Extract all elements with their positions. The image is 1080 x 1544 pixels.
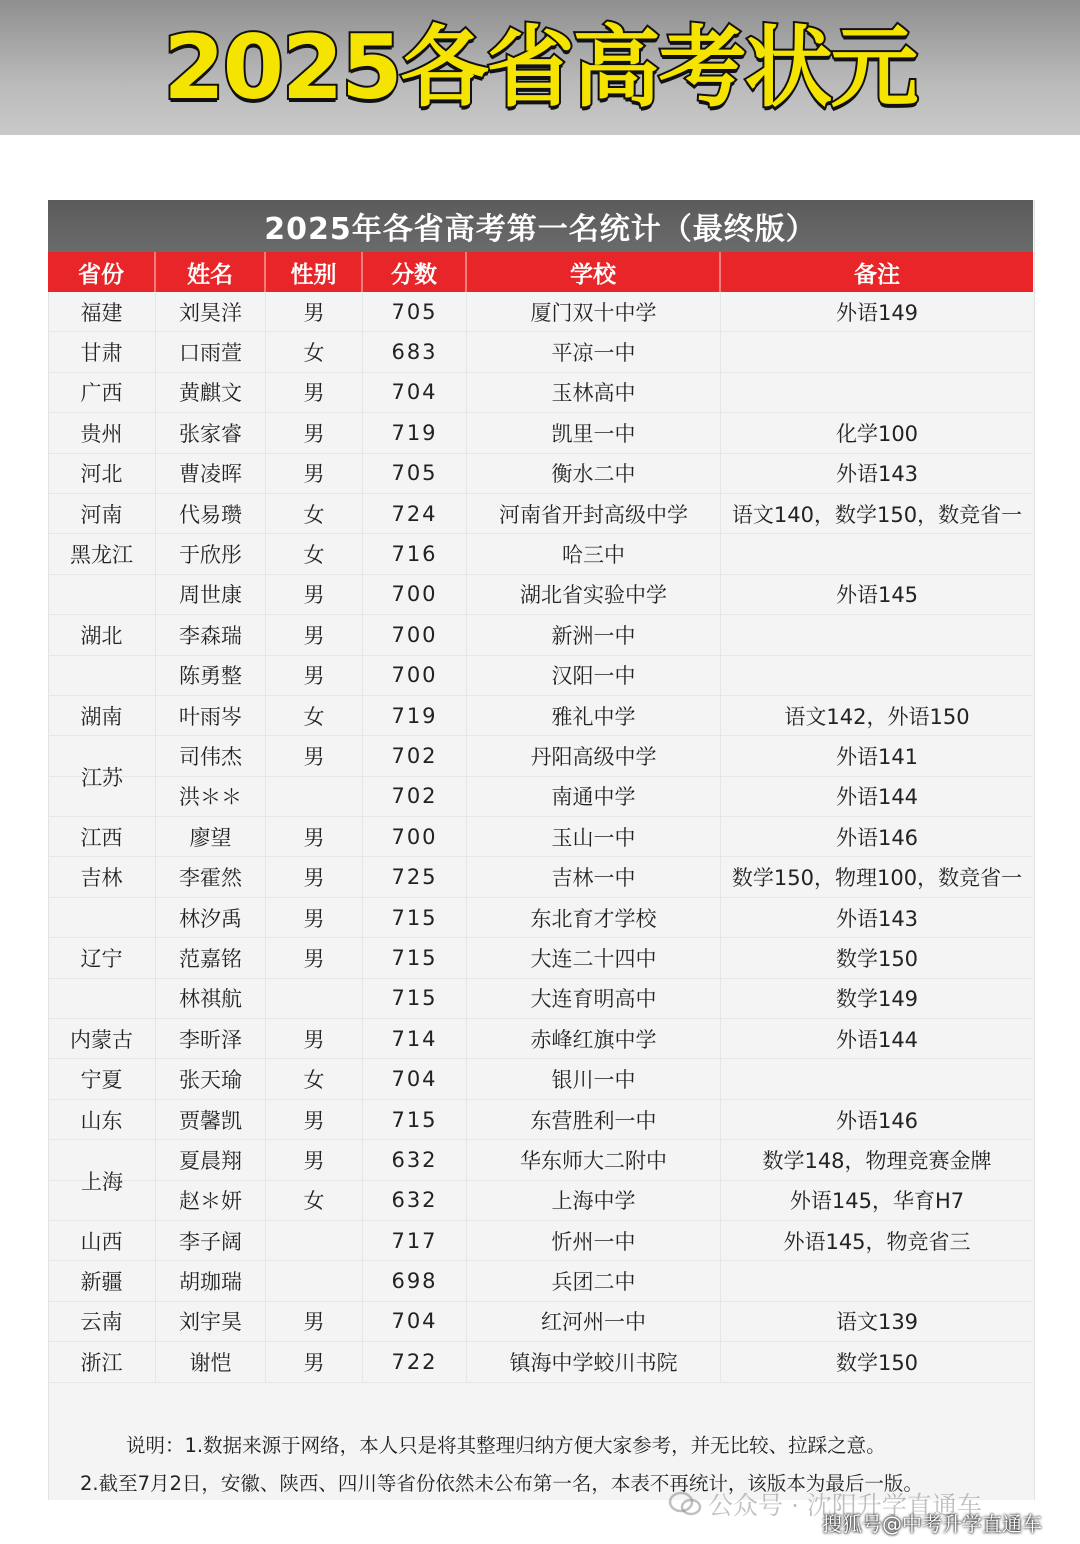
cell-school: 大连二十四中 (467, 938, 721, 977)
cell-school: 丹阳高级中学 (467, 736, 721, 775)
cell-name: 洪＊＊ (156, 777, 266, 816)
cell-score: 719 (363, 696, 467, 735)
cell-note: 外语143 (835, 906, 919, 931)
cell-score: 683 (363, 332, 467, 371)
merged-province-jiangsu: 江苏 (81, 766, 123, 790)
table-row (48, 454, 1033, 494)
table-row (48, 413, 1033, 453)
table-row (48, 777, 1033, 817)
cell-score: 714 (363, 1019, 467, 1058)
cell-note: 化学100 (835, 421, 919, 446)
table-row (48, 534, 1033, 574)
cell-name: 林祺航 (156, 979, 266, 1018)
table-row (48, 938, 1033, 978)
cell-name: 周世康 (156, 575, 266, 614)
table-row (48, 1302, 1033, 1342)
cell-province: 湖北 (48, 615, 156, 654)
cell-note: 语文142，外语150 (784, 704, 970, 729)
cell-gender: 男 (266, 736, 363, 775)
cell-score: 698 (363, 1261, 467, 1300)
cell-school: 汉阳一中 (467, 656, 721, 695)
cell-gender: 男 (266, 938, 363, 977)
cell-note: 外语145 (835, 583, 919, 608)
cell-school: 东北育才学校 (467, 898, 721, 937)
cell-school: 新洲一中 (467, 615, 721, 654)
cell-province: 河南 (48, 494, 156, 533)
cell-score: 700 (363, 817, 467, 856)
cell-school: 南通中学 (467, 777, 721, 816)
footnote-line-1: 说明：1.数据来源于网络，本人只是将其整理归纳方便大家参考，并无比较、拉踩之意。 (126, 1434, 886, 1457)
cell-school: 平凉一中 (467, 332, 721, 371)
cell-note: 外语144 (835, 1027, 919, 1052)
source-tag: 搜狐号@中考升学直通车 (822, 1512, 1042, 1536)
cell-school: 红河州一中 (467, 1302, 721, 1341)
table-row (48, 817, 1033, 857)
cell-score: 700 (363, 656, 467, 695)
table-row (48, 494, 1033, 534)
cell-province: 吉林 (48, 857, 156, 896)
cell-score: 705 (363, 292, 467, 331)
cell-score: 700 (363, 615, 467, 654)
cell-name: 李霍然 (156, 857, 266, 896)
cell-province: 福建 (48, 292, 156, 331)
footnote-line-2: 2.截至7月2日，安徽、陕西、四川等省份依然未公布第一名，本表不再统计，该版本为最后一版。 (80, 1472, 923, 1495)
cell-note (721, 1059, 1033, 1098)
cell-province: 内蒙古 (48, 1019, 156, 1058)
cell-gender: 男 (266, 898, 363, 937)
cell-gender: 男 (266, 1100, 363, 1139)
table-row (48, 696, 1033, 736)
cell-gender: 男 (266, 454, 363, 493)
cell-name: 廖望 (156, 817, 266, 856)
table-row (48, 736, 1033, 776)
table-row (48, 656, 1033, 696)
cell-school: 上海中学 (467, 1181, 721, 1220)
cell-school: 河南省开封高级中学 (467, 494, 721, 533)
cell-province: 湖南 (48, 696, 156, 735)
banner-title: 2025各省高考状元 (163, 15, 917, 119)
table-row (48, 1100, 1033, 1140)
cell-school: 玉林高中 (467, 373, 721, 412)
cell-school: 衡水二中 (467, 454, 721, 493)
cell-school: 哈三中 (467, 534, 721, 573)
cell-province: 江西 (48, 817, 156, 856)
table-row (48, 1140, 1033, 1180)
cell-school: 玉山一中 (467, 817, 721, 856)
table-row (48, 332, 1033, 372)
watermark-text: 公众号 · 沈阳升学直通车 (708, 1491, 982, 1520)
cell-gender: 男 (266, 373, 363, 412)
cell-gender: 男 (266, 615, 363, 654)
cell-school: 兵团二中 (467, 1261, 721, 1300)
cell-school: 镇海中学蛟川书院 (467, 1342, 721, 1381)
cell-note: 数学150 (835, 1350, 919, 1375)
cell-note: 外语145，华育H7 (789, 1189, 965, 1214)
cell-name: 司伟杰 (156, 736, 266, 775)
cell-school: 忻州一中 (467, 1221, 721, 1260)
header-gender: 性别 (266, 252, 363, 292)
merged-province-shanghai: 上海 (81, 1170, 123, 1194)
cell-school: 东营胜利一中 (467, 1100, 721, 1139)
cell-gender: 女 (266, 494, 363, 533)
cell-gender: 男 (266, 575, 363, 614)
cell-note (721, 373, 1033, 412)
header-school: 学校 (467, 252, 721, 292)
cell-score: 725 (363, 857, 467, 896)
cell-gender (266, 777, 363, 816)
cell-school: 吉林一中 (467, 857, 721, 896)
table-row (48, 857, 1033, 897)
cell-note (721, 656, 1033, 695)
cell-note: 数学150 (835, 946, 919, 971)
cell-name: 代易瓒 (156, 494, 266, 533)
cell-gender: 男 (266, 817, 363, 856)
header-province: 省份 (48, 252, 156, 292)
cell-school: 凯里一中 (467, 413, 721, 452)
table-row (48, 1221, 1033, 1261)
cell-name: 于欣彤 (156, 534, 266, 573)
cell-note: 外语146 (835, 825, 919, 850)
cell-gender: 女 (266, 1181, 363, 1220)
table-row (48, 1019, 1033, 1059)
cell-name: 赵＊妍 (156, 1181, 266, 1220)
cell-score: 722 (363, 1342, 467, 1381)
cell-gender: 男 (266, 1302, 363, 1341)
cell-school: 雅礼中学 (467, 696, 721, 735)
cell-gender: 男 (266, 656, 363, 695)
cell-note: 外语145，物竞省三 (783, 1229, 971, 1254)
cell-score: 632 (363, 1181, 467, 1220)
wechat-icon (668, 1491, 702, 1517)
cell-name: 张天瑜 (156, 1059, 266, 1098)
cell-name: 口雨萱 (156, 332, 266, 371)
table-row (48, 373, 1033, 413)
cell-gender: 女 (266, 696, 363, 735)
cell-province: 广西 (48, 373, 156, 412)
cell-score: 705 (363, 454, 467, 493)
cell-note: 语文139 (835, 1310, 919, 1335)
cell-province: 山西 (48, 1221, 156, 1260)
table-header (48, 252, 1033, 292)
cell-school: 厦门双十中学 (467, 292, 721, 331)
cell-gender: 女 (266, 534, 363, 573)
table-row (48, 1261, 1033, 1301)
cell-name: 李昕泽 (156, 1019, 266, 1058)
cell-note: 外语144 (835, 785, 919, 810)
cell-name: 夏晨翔 (156, 1140, 266, 1179)
cell-note (721, 615, 1033, 654)
cell-note (721, 1261, 1033, 1300)
cell-score: 715 (363, 938, 467, 977)
cell-school: 大连育明高中 (467, 979, 721, 1018)
cell-note: 数学148，物理竞赛金牌 (762, 1148, 992, 1173)
cell-school: 湖北省实验中学 (467, 575, 721, 614)
cell-province (48, 656, 156, 695)
cell-name: 范嘉铭 (156, 938, 266, 977)
cell-score: 704 (363, 373, 467, 412)
cell-province (48, 575, 156, 614)
table-title: 2025年各省高考第一名统计（最终版） (48, 200, 1033, 252)
cell-gender (266, 979, 363, 1018)
cell-gender: 男 (266, 1140, 363, 1179)
cell-note: 外语149 (835, 300, 919, 325)
cell-name: 刘昊洋 (156, 292, 266, 331)
cell-gender: 男 (266, 1342, 363, 1381)
table-row (48, 1181, 1033, 1221)
cell-score: 716 (363, 534, 467, 573)
cell-score: 632 (363, 1140, 467, 1179)
cell-province (48, 898, 156, 937)
cell-name: 刘宇昊 (156, 1302, 266, 1341)
cell-score: 724 (363, 494, 467, 533)
cell-score: 702 (363, 736, 467, 775)
banner (0, 0, 1080, 135)
header-note: 备注 (854, 261, 900, 288)
cell-note: 外语143 (835, 462, 919, 487)
cell-score: 704 (363, 1302, 467, 1341)
cell-score: 719 (363, 413, 467, 452)
cell-score: 704 (363, 1059, 467, 1098)
cell-gender (266, 1261, 363, 1300)
cell-name: 张家睿 (156, 413, 266, 452)
cell-score: 700 (363, 575, 467, 614)
table-row (48, 979, 1033, 1019)
cell-name: 贾馨凯 (156, 1100, 266, 1139)
cell-name: 李森瑞 (156, 615, 266, 654)
cell-school: 华东师大二附中 (467, 1140, 721, 1179)
cell-note: 数学150，物理100，数竞省一 (731, 866, 1023, 891)
cell-name: 曹凌晖 (156, 454, 266, 493)
cell-score: 715 (363, 979, 467, 1018)
cell-province: 河北 (48, 454, 156, 493)
header-score: 分数 (363, 252, 467, 292)
table-row (48, 292, 1033, 332)
cell-province: 宁夏 (48, 1059, 156, 1098)
cell-province: 甘肃 (48, 332, 156, 371)
cell-note: 数学149 (835, 987, 919, 1012)
header-name: 姓名 (156, 252, 266, 292)
table-row (48, 898, 1033, 938)
cell-province: 浙江 (48, 1342, 156, 1381)
cell-gender: 男 (266, 1019, 363, 1058)
cell-name: 黄麒文 (156, 373, 266, 412)
cell-gender: 男 (266, 413, 363, 452)
cell-gender: 男 (266, 292, 363, 331)
cell-name: 林汐禹 (156, 898, 266, 937)
cell-score: 715 (363, 898, 467, 937)
cell-name: 李子阔 (156, 1221, 266, 1260)
cell-gender: 男 (266, 857, 363, 896)
cell-name: 胡珈瑞 (156, 1261, 266, 1300)
cell-score: 717 (363, 1221, 467, 1260)
cell-province: 云南 (48, 1302, 156, 1341)
cell-province (48, 979, 156, 1018)
cell-note: 语文140，数学150，数竞省一 (731, 502, 1023, 527)
cell-note (721, 534, 1033, 573)
cell-school: 赤峰红旗中学 (467, 1019, 721, 1058)
cell-score: 715 (363, 1100, 467, 1139)
cell-gender: 女 (266, 332, 363, 371)
cell-note: 外语141 (835, 744, 919, 769)
table-row (48, 1342, 1033, 1382)
cell-name: 谢恺 (156, 1342, 266, 1381)
cell-gender (266, 1221, 363, 1260)
cell-name: 陈勇整 (156, 656, 266, 695)
cell-province: 山东 (48, 1100, 156, 1139)
table-body (48, 292, 1033, 1383)
cell-gender: 女 (266, 1059, 363, 1098)
cell-province: 贵州 (48, 413, 156, 452)
table-row (48, 1059, 1033, 1099)
cell-note: 外语146 (835, 1108, 919, 1133)
table-row (48, 615, 1033, 655)
cell-school: 银川一中 (467, 1059, 721, 1098)
cell-province: 新疆 (48, 1261, 156, 1300)
cell-province: 黑龙江 (48, 534, 156, 573)
cell-score: 702 (363, 777, 467, 816)
cell-name: 叶雨岑 (156, 696, 266, 735)
cell-province: 辽宁 (48, 938, 156, 977)
table-row (48, 575, 1033, 615)
cell-note (721, 332, 1033, 371)
